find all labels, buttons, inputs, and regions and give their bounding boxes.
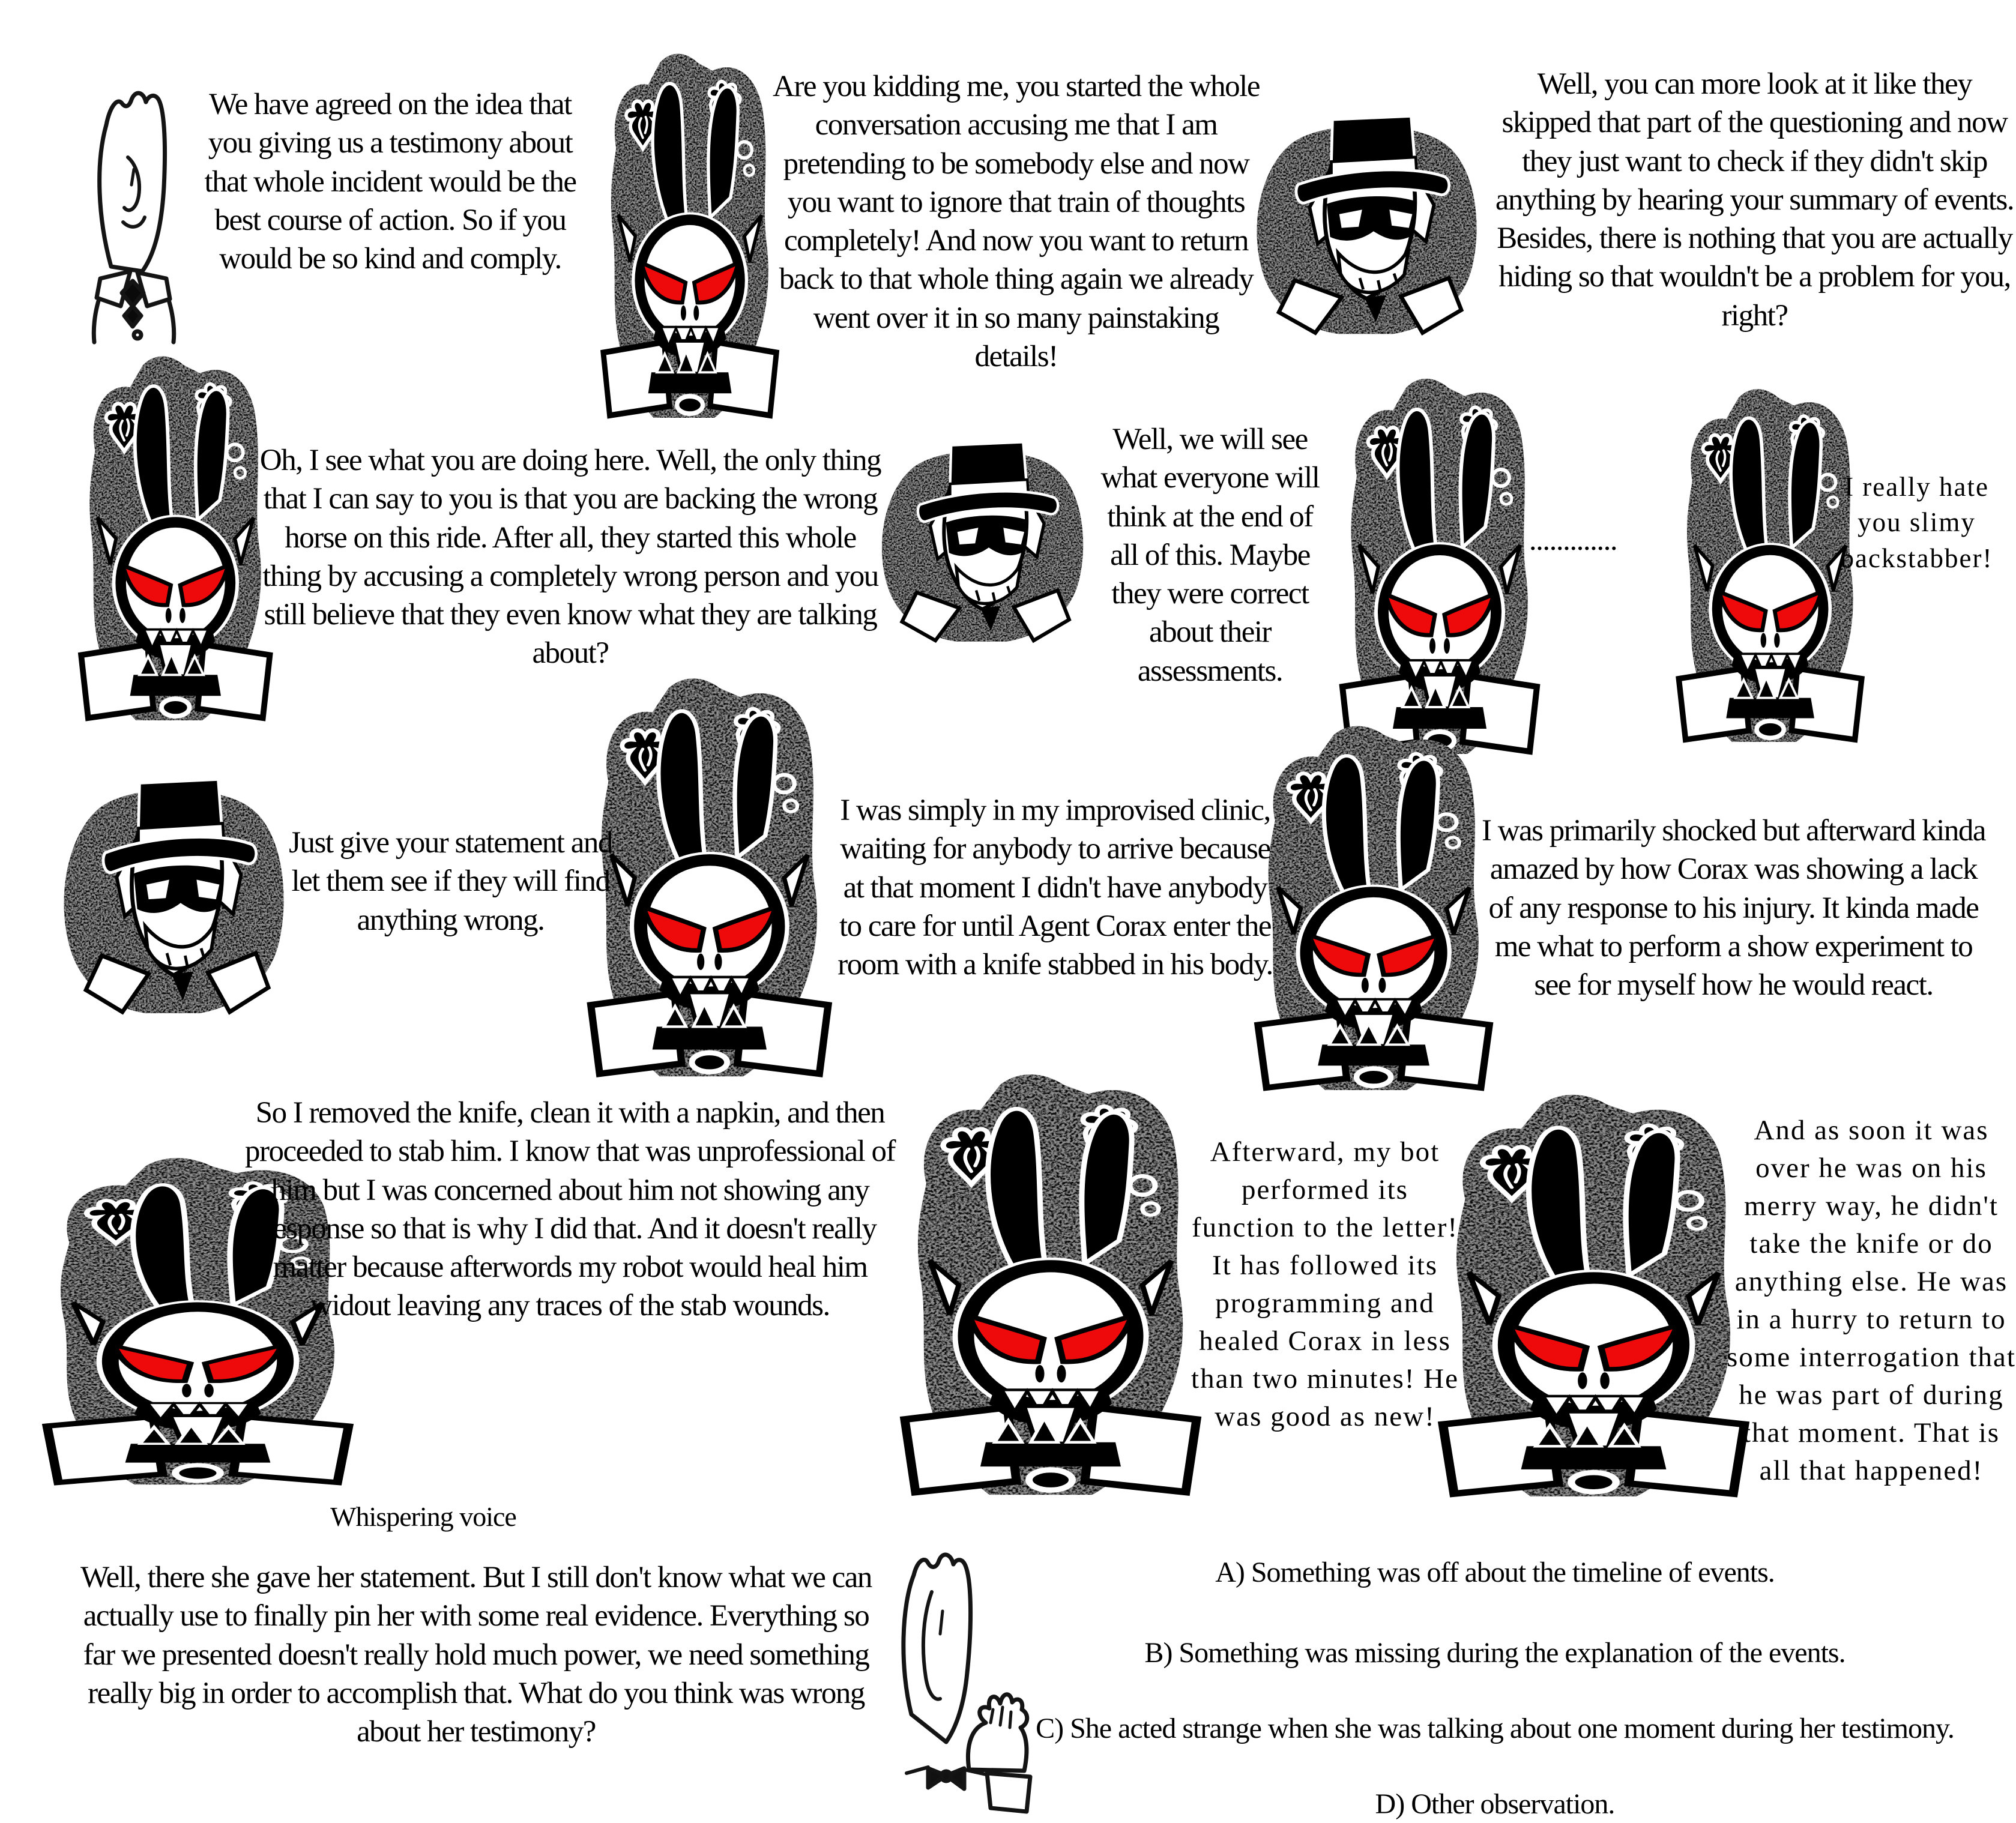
speech-demon-stab: So I removed the knife, clean it with a napkin, and then proceeded to stab him. I know that was unprofessional of him but I was concerned about him not showing any response so that is why I did that. And it doesn't really matter because afterwords my robot would heal him widout leaving any traces of the stab wounds. bbox=[244, 1096, 896, 1323]
speech-tophat-give-statement: Just give your statement and let them see if they will find anything wrong. bbox=[289, 826, 612, 937]
whispering-voice-figure bbox=[94, 93, 174, 342]
flame-demon-doctor bbox=[1342, 379, 1537, 754]
masked-tophat-agent bbox=[1257, 116, 1477, 334]
speech-demon-bot: Afterward, my bot performed its function to the letter! It has followed its programming and healed Corax in less than two minutes! He was good as new! bbox=[1191, 1136, 1459, 1432]
flame-demon-doctor bbox=[1258, 726, 1489, 1090]
masked-tophat-agent bbox=[64, 779, 284, 1013]
choice-c[interactable]: C) She acted strange when she was talking about one moment during her testimony. bbox=[1036, 1713, 1954, 1744]
speech-demon-clinic: I was simply in my improvised clinic, waiting for anybody to arrive because at that moment I didn't have anybody to care for until Agent Corax enter the room with a knife stabbed in his body. bbox=[837, 794, 1273, 981]
speech-demon-finished: And as soon it was over he was on his merry way, he didn't take the knife or do anything else. He was in a hurry to return to some interrogation that he was part of during that moment. That is all that happened! bbox=[1727, 1115, 2016, 1486]
speech-demon-shocked: I was primarily shocked but afterward kinda amazed by how Corax was showing a lack of any response to his injury. It kinda made me what to perform a show experiment to see for myself how he would react. bbox=[1481, 814, 1986, 1002]
choice-d[interactable]: D) Other observation. bbox=[1375, 1788, 1615, 1820]
choice-a[interactable]: A) Something was off about the timeline of events. bbox=[1215, 1556, 1775, 1588]
speech-demon-backstabber: I really hate you slimy backstabber! bbox=[1840, 472, 1993, 573]
masked-tophat-agent bbox=[882, 442, 1083, 641]
speech-demon-overwent: Are you kidding me, you started the whole conversation accusing me that I am pretending to be somebody else and now you want to ignore that train of thoughts completely! And now you want to return back to that whole thing again we already went over it in so many painstaking details! bbox=[773, 70, 1260, 373]
flame-demon-doctor bbox=[81, 357, 270, 720]
whispering-voice-figure-facepalm bbox=[904, 1555, 1030, 1812]
speech-tophat-summary: Well, you can more look at it like they skipped that part of the questioning and now they just want to check if they didn't skip anything by hearing your summary of events. Besides, there is nothing that you are actually hiding so that wouldn't be a problem for you, right? bbox=[1495, 67, 2014, 333]
flame-demon-doctor bbox=[1443, 1095, 1744, 1496]
whisper-voice-label: Whispering voice bbox=[330, 1501, 516, 1532]
speech-gaster-question: Well, there she gave her statement. But I still don't know what we can actually use to finally pin her with some real evidence. Everything so far we presented doesn't really hold much power, we need something really big in order to accomplish that. What do you think was wrong about her testimony? bbox=[80, 1561, 872, 1749]
flame-demon-doctor bbox=[591, 678, 828, 1076]
speech-tophat-we-will-see: Well, we will see what everyone will think at the end of all of this. Maybe they were correct about their assessments. bbox=[1100, 423, 1320, 688]
choice-b[interactable]: B) Something was missing during the explanation of the events. bbox=[1144, 1637, 1845, 1669]
speech-gaster-intro: We have agreed on the idea that you giving us a testimony about that whole incident would be the best course of action. So if you would be so kind and comply. bbox=[204, 88, 576, 276]
flame-demon-doctor bbox=[905, 1074, 1197, 1495]
speech-demon-wrong-horse: Oh, I see what you are doing here. Well, the only thing that I can say to you is that you are backing the wrong horse on this ride. After all, they started this whole thing by accusing a completely wrong person and you still believe that they even know what they are talking about? bbox=[259, 444, 881, 670]
speech-demon-silence: ............. bbox=[1529, 523, 1617, 557]
flame-demon-doctor bbox=[603, 54, 776, 418]
